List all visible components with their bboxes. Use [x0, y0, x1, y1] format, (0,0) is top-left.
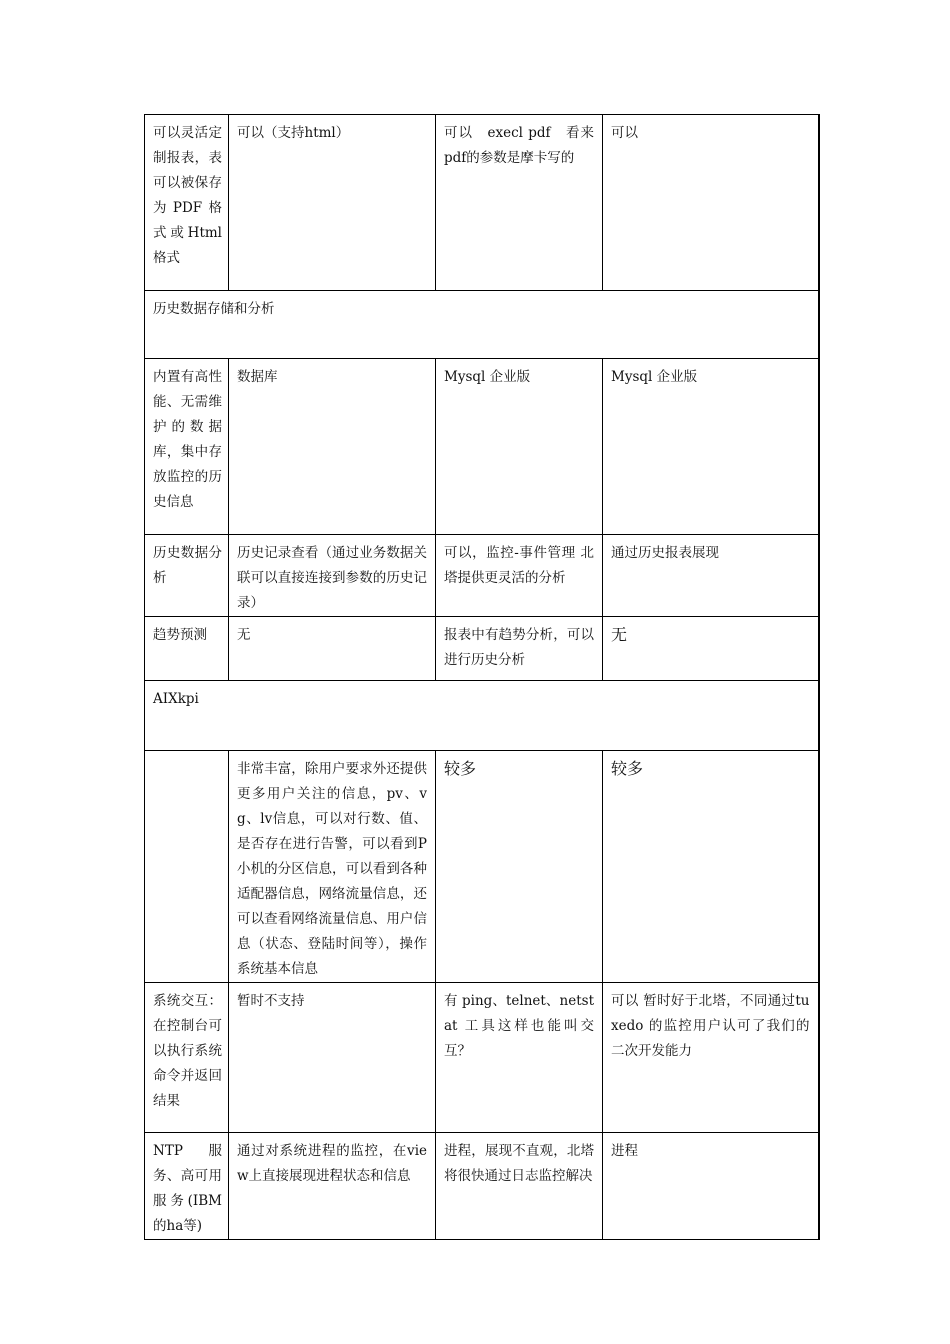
product-a-cell: 无 [229, 617, 436, 681]
product-c-cell: 进程 [603, 1133, 819, 1240]
table-row [145, 983, 819, 1133]
feature-cell: 可以灵活定制报表，表可以被保存为PDF格式或Html格式 [145, 115, 229, 291]
table-row [145, 115, 819, 291]
section-title: 历史数据存储和分析 [145, 291, 819, 359]
feature-cell: 历史数据分析 [145, 535, 229, 617]
product-a-cell: 可以（支持html） [229, 115, 436, 291]
product-b-cell [436, 751, 603, 983]
section-row [145, 681, 819, 751]
table-row [145, 359, 819, 535]
section-row [145, 291, 819, 359]
product-c-cell [603, 617, 819, 681]
product-b-text: 较多 [444, 759, 477, 778]
product-b-cell: 可以，监控-事件管理 北塔提供更灵活的分析 [436, 535, 603, 617]
product-b-cell: 进程，展现不直观，北塔将很快通过日志监控解决 [436, 1133, 603, 1240]
comparison-table [144, 114, 820, 1240]
product-a-cell: 通过对系统进程的监控，在view上直接展现进程状态和信息 [229, 1133, 436, 1240]
feature-cell: 系统交互：在控制台可以执行系统命令并返回结果 [145, 983, 229, 1133]
product-b-cell: 有 ping、telnet、netstat 工具这样也能叫交互？ [436, 983, 603, 1133]
product-b-cell: 报表中有趋势分析，可以进行历史分析 [436, 617, 603, 681]
product-c-cell [603, 751, 819, 983]
product-c-cell: 可以 暂时好于北塔，不同通过tuxedo 的监控用户认可了我们的二次开发能力 [603, 983, 819, 1133]
product-a-cell: 非常丰富，除用户要求外还提供更多用户关注的信息，pv、vg、lv信息，可以对行数、值、是否存在进行告警，可以看到P 小机的分区信息，可以看到各种适配器信息，网络流量信息，还可以查看网络流量信息、用户信息（状态、登陆时间等），操作系统基本信息 [229, 751, 436, 983]
table-row [145, 535, 819, 617]
feature-cell: 内置有高性能、无需维护的数据库，集中存放监控的历史信息 [145, 359, 229, 535]
product-b-cell: 可以 execl pdf 看来pdf的参数是摩卡写的 [436, 115, 603, 291]
product-b-cell: Mysql 企业版 [436, 359, 603, 535]
table-row [145, 1133, 819, 1240]
product-c-cell: 可以 [603, 115, 819, 291]
product-c-cell: Mysql 企业版 [603, 359, 819, 535]
table-row [145, 617, 819, 681]
section-title: AIXkpi [145, 681, 819, 751]
feature-cell: NTP服务、高可用服务(IBM 的ha等) [145, 1133, 229, 1240]
product-a-cell: 历史记录查看（通过业务数据关联可以直接连接到参数的历史记录） [229, 535, 436, 617]
feature-cell [145, 751, 229, 983]
table-row [145, 751, 819, 983]
product-a-cell: 数据库 [229, 359, 436, 535]
product-a-cell: 暂时不支持 [229, 983, 436, 1133]
product-c-text: 无 [611, 625, 628, 644]
product-c-cell: 通过历史报表展现 [603, 535, 819, 617]
feature-cell: 趋势预测 [145, 617, 229, 681]
product-c-text: 较多 [611, 759, 644, 778]
